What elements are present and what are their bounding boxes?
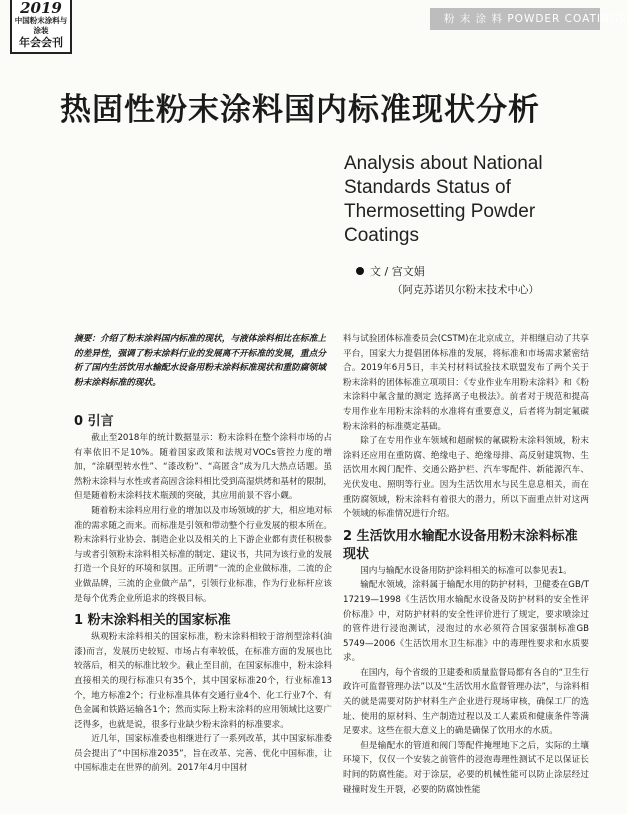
paragraph: 纵观粉末涂料相关的国家标准，粉末涂料相较于溶剂型涂料(油漆)而言，发展历史较短、市场占有率较低，在标准方面的发展也比较落后，相关的标准比较少。截止至目前，在国家标准中，粉末涂料直接相关的现行标准只有35个，其中国家标准20个，行业标准13个，地方标准2个；行业标准具体有交通行业4个、化工行业7个、有色金属和铁路运输各1个；然而实际上粉末涂料的应用领域比这要广泛得多，也就是说，很多行业缺少粉末涂料的标准要求。 bbox=[74, 632, 332, 730]
journal-year: 2019 bbox=[20, 0, 62, 17]
section-band: 粉 末 涂 料 POWDER COATINGS bbox=[430, 8, 600, 30]
paragraph: 料与试验团体标准委员会(CSTM)在北京成立，并相继启动了共享平台，国家大力提倡团体标准的发展，将标准和市场需求紧密结合。2019年6月5日，丰关村材料试验技术联盟发布了两个关于粉末涂料的团体标准立项项目：《专业作业车用粉末涂料》和《粉末涂料中氟含量的测定 选择离子电极法》。前者对于规范和提高专用作业车用粉末涂料的水准将有重要意义，后者将为制定氟碳粉末涂料的标准奠定基础。 bbox=[343, 334, 589, 432]
affiliation: （阿克苏诺贝尔粉末技术中心） bbox=[392, 284, 539, 296]
paragraph: 除了在专用作业车领域和超耐候的氟碳粉末涂料领域，粉末涂料还应用在重防腐、绝缘电子、绝缘母排、高反射建筑物、生活饮用水阀门配件、交通公路护栏、汽车零配件、新能源汽车、光伏发电、照明等行业。因为生活饮用水与民生息息相关，而在重防腐领域，粉末涂料有着很大的潜力，所以下面重点针对这两个领域的标准情况进行介绍。 bbox=[343, 436, 589, 520]
paragraph: 输配水领域，涂料属于输配水用的防护材料，卫健委在GB/T 17219—1998《生活饮用水输配水设备及防护材料的安全性评价标准》中，对防护材料的安全性评价进行了规定，要求喷涂过的管件进行浸泡测试，浸泡过的水必须符合国家强制标准GB 5749—2006《生活饮用水卫生标准》中的毒理性要求和水质要求。 bbox=[343, 580, 589, 664]
bullet-icon bbox=[356, 267, 364, 275]
section-heading-0: 0 引言 bbox=[74, 414, 114, 429]
journal-tag bbox=[10, 0, 72, 54]
paragraph: 但是输配水的管道和阀门等配件掩埋地下之后，实际的土壤环境下，仅仅一个安装之前管件的浸泡毒理性测试不足以保证长时间的防腐性能。对于涂层，必要的机械性能可以防止涂层经过碰撞时发生开裂，必要的防腐蚀性能 bbox=[343, 740, 589, 795]
paragraph: 在国内，每个省级的卫建委和质量监督局都有各自的“卫生行政许可监督管理办法”以及“生活饮用水监督管理办法”，与涂料相关的就是需要对防护材料生产企业进行现场审核，确保工厂的选址、使用的原材料、生产制造过程以及工人素质和健康条件等满足要求。这些在很大意义上的确是确保了饮用水的水质。 bbox=[343, 667, 589, 737]
abstract: 摘要：介绍了粉末涂料国内标准的现状，与液体涂料相比在标准上的差异性，强调了粉末涂料行业的发展离不开标准的发展，重点分析了国内生活饮用水输配水设备用粉末涂料标准现状和重防腐领域粉末涂料标准的现状。 bbox=[74, 334, 326, 388]
author-line bbox=[356, 263, 425, 279]
section-heading-1: 1 粉末涂料相关的国家标准 bbox=[74, 613, 231, 629]
author-name: 文 / 宫文娟 bbox=[370, 265, 425, 278]
english-title: Analysis about National Standards Status of Thermosetting Powder Coatings bbox=[344, 153, 543, 246]
paragraph: 随着粉末涂料应用行业的增加以及市场领域的扩大，相应地对标准的需求随之而来。而标准是引领和带动整个行业发展的根本所在。粉末涂料行业协会、制造企业以及相关的上下游企业都有责任积极参与或者引领粉末涂料相关标准的制定、建议书，共同为该行业的发展打造一个良好的环境和氛围。正所谓“一流的企业做标准，二流的企业做品牌，三流的企业做产品”，引领行业标准，作为行业标杆应该是每个优秀企业所追求的终极目标。 bbox=[74, 505, 332, 604]
journal-annual: 年会会刊 bbox=[19, 36, 63, 49]
paragraph: 近几年，国家标准委也相继进行了一系列改革，其中国家标准委员会提出了“中国标准2035”，旨在改革、完善、优化中国标准，让中国标准走在世界的前列。2017年4月中国材 bbox=[74, 734, 332, 774]
left-column bbox=[74, 413, 332, 776]
paragraph: 国内与输配水设备用防护涂料相关的标准可以参见表1。 bbox=[360, 565, 572, 576]
page-title: 热固性粉末涂料国内标准现状分析 bbox=[60, 92, 540, 128]
journal-series: 中国粉末涂料与涂装 bbox=[14, 16, 68, 35]
right-column bbox=[343, 332, 589, 797]
paragraph: 截止至2018年的统计数据显示：粉末涂料在整个涂料市场的占有率依旧不足10%。随着国家政策和法规对VOCs管控力度的增加，“涂刷型转水性”、“漆改粉”、“高匿含”成为几大热点话题。虽然粉末涂料与水性或者高固含涂料相比受到高湿烘烤和基材的限制，但是随着粉末涂料技术瓶颈的突破，其应用前景不容小觑。 bbox=[74, 433, 332, 502]
section-heading-2: 2 生活饮用水输配水设备用粉末涂料标准现状 bbox=[343, 528, 578, 562]
